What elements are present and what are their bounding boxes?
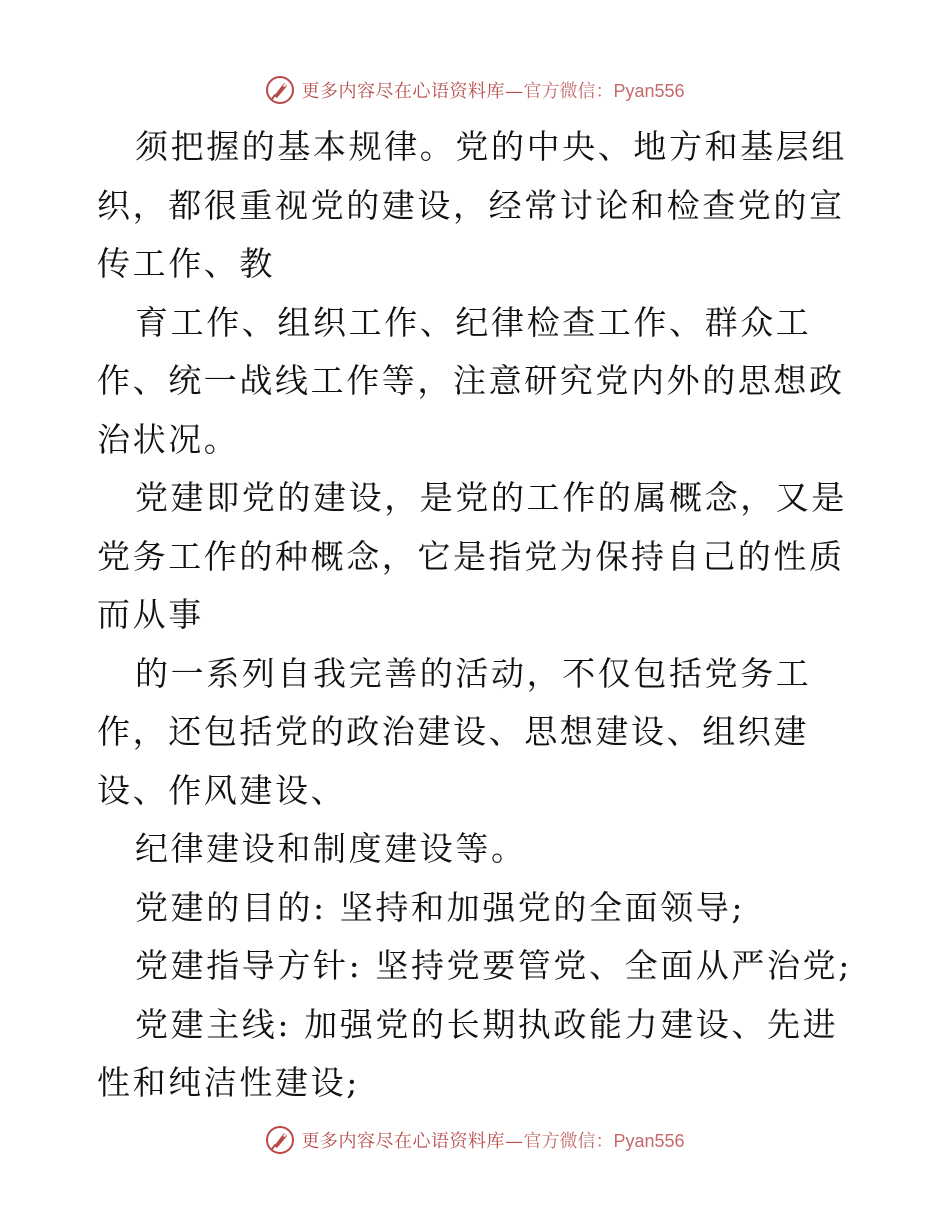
pen-nib-logo-icon bbox=[265, 75, 295, 105]
paragraph: 纪律建设和制度建设等。 bbox=[135, 829, 527, 868]
paragraph: 党建的目的: 坚持和加强党的全面领导; bbox=[135, 887, 746, 927]
paragraph: 育工作、组织工作、纪律检查工作、群众工作、统一战线工作等，注意研究党内外的思想政治状况。 bbox=[97, 302, 845, 459]
paragraph: 党建主线: 加强党的长期执政能力建设、先进性和纯洁性建设; bbox=[97, 1004, 839, 1102]
footer-watermark bbox=[0, 1120, 950, 1160]
document-body bbox=[97, 118, 857, 1113]
paragraph: 党建即党的建设，是党的工作的属概念，又是党务工作的种概念，它是指党为保持自己的性质而从事 bbox=[97, 478, 847, 634]
paragraph: 须把握的基本规律。党的中央、地方和基层组织，都很重视党的建设，经常讨论和检查党的宣传工作、教 bbox=[97, 127, 847, 283]
pen-nib-logo-icon bbox=[265, 1125, 295, 1155]
watermark-wechat: 官方微信：Pyan556 bbox=[523, 81, 685, 101]
watermark-text: 更多内容尽在心语资料库— bbox=[301, 1131, 524, 1152]
header-watermark bbox=[0, 70, 950, 110]
watermark-wechat: 官方微信：Pyan556 bbox=[523, 1131, 685, 1151]
watermark-text: 更多内容尽在心语资料库— bbox=[301, 81, 524, 102]
paragraph: 的一系列自我完善的活动，不仅包括党务工作，还包括党的政治建设、思想建设、组织建设、作风建设、 bbox=[97, 653, 812, 810]
paragraph: 党建指导方针: 坚持党要管党、全面从严治党; bbox=[135, 946, 852, 985]
